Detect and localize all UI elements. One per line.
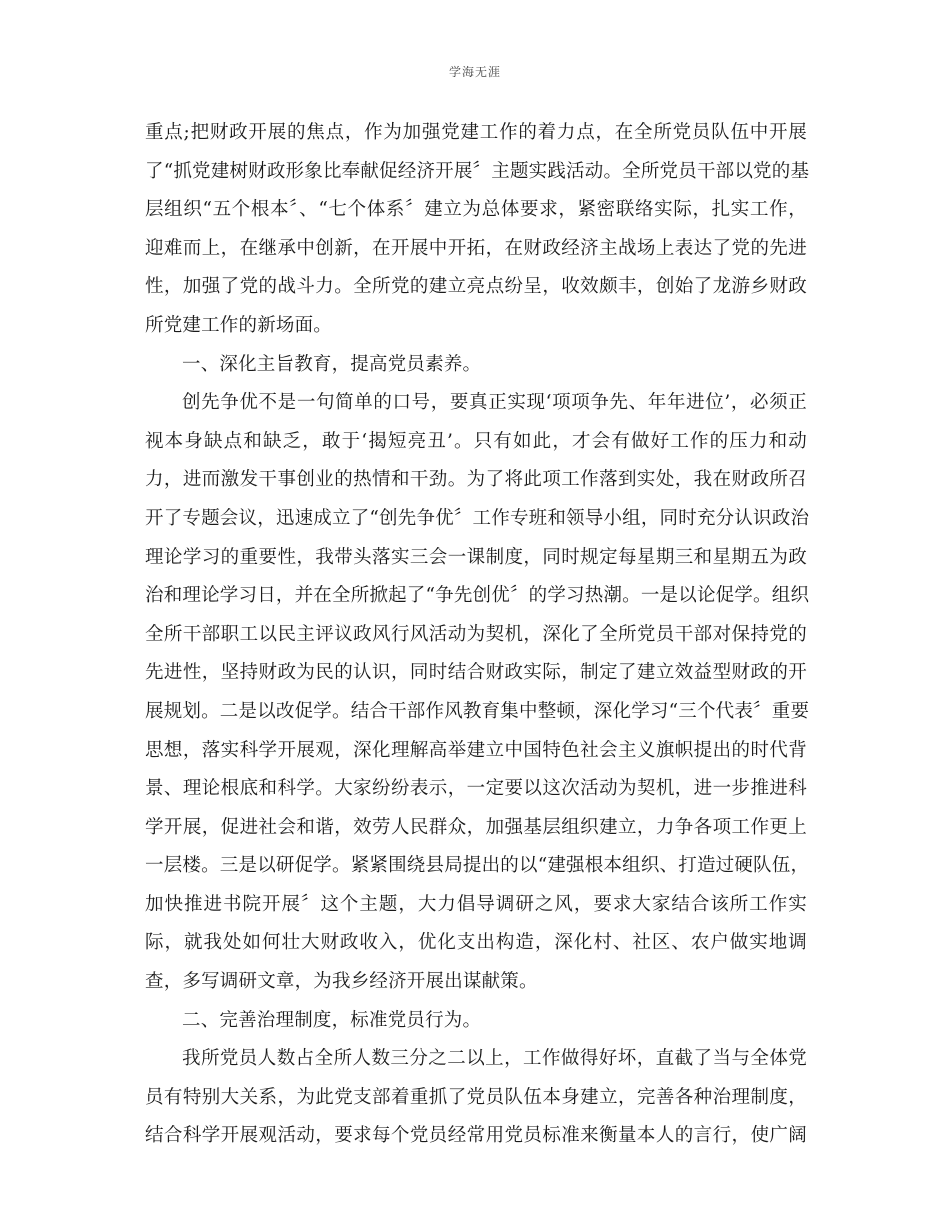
text-line: 加快推进书院开展〞这个主题，大力倡导调研之风，要求大家结合该所工作实 bbox=[145, 893, 807, 915]
text-line: 了“抓党建树财政形象比奉献促经济开展〞主题实践活动。全所党员干部以党的基 bbox=[145, 160, 810, 182]
text-line: 先进性，坚持财政为民的认识，同时结合财政实际，制定了建立效益型财政的开 bbox=[145, 662, 807, 684]
text-line: 层组织“五个根本〞、“七个体系〞建立为总体要求，紧密联络实际，扎实工作， bbox=[145, 199, 807, 221]
section-heading: 一、深化主旨教育，提高党员素养。 bbox=[182, 353, 482, 375]
page-header: 学海无涯 bbox=[448, 65, 501, 79]
text-line: 开了专题会议，迅速成立了“创先争优〞工作专班和领导小组，同时充分认识政治 bbox=[145, 507, 810, 529]
document-body bbox=[145, 114, 810, 1156]
text-line: 创先争优不是一句简单的口号，要真正实现‘项项争先、年年进位’，必须正 bbox=[182, 392, 807, 414]
text-line: 结合科学开展观活动，要求每个党员经常用党员标准来衡量本人的言行，使广阔 bbox=[145, 1125, 807, 1147]
text-line: 力，进而激发干事创业的热情和干劲。为了将此项工作落到实处，我在财政所召 bbox=[145, 469, 807, 491]
text-line: 治和理论学习日，并在全所掀起了“争先创优〞的学习热潮。一是以论促学。组织 bbox=[145, 585, 810, 607]
text-line: 查，多写调研文章，为我乡经济开展出谋献策。 bbox=[145, 971, 538, 993]
text-line: 理论学习的重要性，我带头落实三会一课制度，同时规定每星期三和星期五为政 bbox=[145, 546, 807, 568]
section-heading: 二、完善治理制度，标准党员行为。 bbox=[182, 1009, 482, 1031]
text-line: 际，就我处如何壮大财政收入，优化支出构造，深化村、社区、农户做实地调 bbox=[145, 932, 807, 954]
text-line: 所党建工作的新场面。 bbox=[145, 314, 333, 336]
text-line: 景、理论根底和科学。大家纷纷表示，一定要以这次活动为契机，进一步推进科 bbox=[145, 778, 807, 800]
text-line: 性，加强了党的战斗力。全所党的建立亮点纷呈，收效颇丰，创始了龙游乡财政 bbox=[145, 276, 807, 298]
text-line: 学开展，促进社会和谐，效劳人民群众，加强基层组织建立，力争各项工作更上 bbox=[145, 816, 807, 838]
text-line: 重点;把财政开展的焦点，作为加强党建工作的着力点，在全所党员队伍中开展 bbox=[145, 122, 807, 143]
text-line: 全所干部职工以民主评议政风行风活动为契机，深化了全所党员干部对保持党的 bbox=[145, 623, 807, 645]
text-line: 视本身缺点和缺乏，敢于‘揭短亮丑’。只有如此，才会有做好工作的压力和动 bbox=[145, 430, 807, 452]
text-line: 思想，落实科学开展观，深化理解高举建立中国特色社会主义旗帜提出的时代背 bbox=[145, 739, 807, 761]
text-line: 一层楼。三是以研促学。紧紧围绕县局提出的以“建强根本组织、打造过硬队伍， bbox=[145, 855, 810, 877]
text-line: 迎难而上，在继承中创新，在开展中开拓，在财政经济主战场上表达了党的先进 bbox=[145, 237, 807, 259]
text-line: 展规划。二是以改促学。结合干部作风教育集中整顿，深化学习“三个代表〞重要 bbox=[145, 700, 810, 722]
text-line: 员有特别大关系，为此党支部着重抓了党员队伍本身建立，完善各种治理制度， bbox=[145, 1086, 807, 1108]
text-line: 我所党员人数占全所人数三分之二以上，工作做得好坏，直截了当与全体党 bbox=[182, 1048, 807, 1070]
